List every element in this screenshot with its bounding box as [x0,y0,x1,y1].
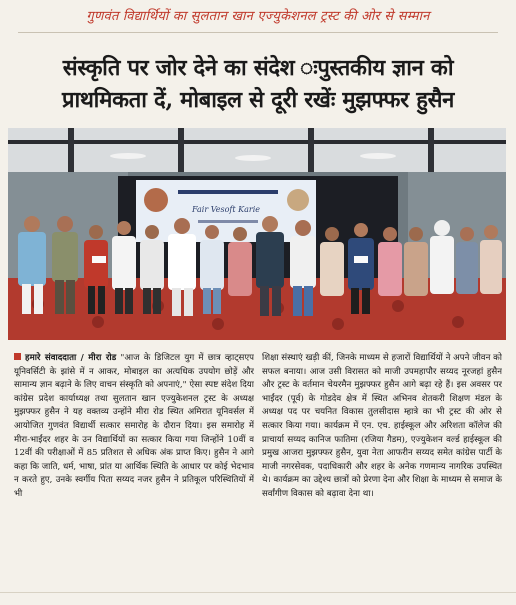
news-photo [8,128,506,340]
headline-line-1: संस्कृति पर जोर देने का संदेश ःपुस्तकीय ज्ञान को [62,55,454,81]
headline-line-2: प्राथमिकता दें, मोबाइल से दूरी रखेंः मुझफ्फर हुसैन [61,87,455,113]
article-column-right [262,352,502,584]
article-text-left: "आज के डिजिटल युग में छात्र व्हाट्सएप यूनिवर्सिटी के झांसे में न आकर, मोबाइल का अत्यधिक उपयोग छोड़ें और सामान्य ज्ञान बढ़ाने के लिए वाचन संस्कृति को अपनाएं," ऐसा स्पष्ट संदेश दिया कांग्रेस प्रदेश कार्याध्यक्ष तथा सुलतान खान एज्युकेशनल ट्रस्ट के अध्यक्ष मुझफ्फर हुसैन ने यह वक्तव्य उन्होंने मीरा रोड स्थित अमिरात यूनिवर्सल में आयोजित गुणवंत विद्यार्थी सत्कार समारोह के दौरान दिया। इस समारोह में मीरा-भाईंदर शहर के उन विद्यार्थियों का सत्कार किया गया जिन्होंने 10वीं व 12वीं की परीक्षाओं में 85 प्रतिशत से अधिक अंक प्राप्त किए। हुसैन ने आगे कहा कि जाति, धर्म, भाषा, प्रांत या आर्थिक स्थिति के आधार पर कोई भेदभाव न करते हुए, उनके स्वर्गीय पिता सय्यद नजर हुसैन ने प्रतिकूल परिस्थितियों में भी [14,353,254,499]
byline-text: हमारे संवाददाता / मीरा रोड [25,353,117,363]
article-text-right: शिक्षा संस्थाएं खड़ी कीं, जिनके माध्यम से हजारों विद्यार्थियों ने अपने जीवन को सफल बनाया। आज उसी विरासत को माजी उपमहापौर सय्यद नूरजहां हुसैन और ट्रस्ट के वर्तमान चेयरमैन मुझफ्फर हुसैन आगे बढ़ा रहे हैं। इस अवसर पर भाईंदर (पूर्व) के गोडदेव क्षेत्र में स्थित अभिनव शेतकरी शिक्षण मंडल के अध्यक्ष पद पर चयनित विकास तुलसीदास म्हात्रे का भी ट्रस्ट की ओर से सत्कार किया गया। कार्यक्रम में एन. एच. हाईस्कूल और अरिशता कॉलेज की प्राचार्या सय्यद कानिज फातिमा (रजिया गैडम), एज्युकेशन वर्ल्ड हाईस्कूल की प्रमुख आजरा मुझफ्फर हुसैन, युवा नेता आफरीन सय्यद समेत कांग्रेस पार्टी के माजी नगरसेवक, पदाधिकारी और शहर के अनेक गणमान्य नागरिक उपस्थित थे। कार्यक्रम का उद्देश्य छात्रों को प्रेरणा देना और शिक्षा के माध्यम से समाज के सर्वांगीण विकास को बढ़ावा देना था। [262,353,502,499]
article-column-left [14,352,254,584]
bullet-square-icon [14,353,21,360]
next-article-strip [0,592,516,605]
headline [8,52,508,116]
banner-text: Fair Vesoft Karie [192,205,260,214]
kicker-rule [18,32,498,33]
kicker-line: गुणवंत विद्यार्थियों का सुलतान खान एज्युकेशनल ट्रस्ट की ओर से सम्मान [86,9,430,24]
group-photo-illustration [8,128,506,340]
byline [14,353,116,363]
